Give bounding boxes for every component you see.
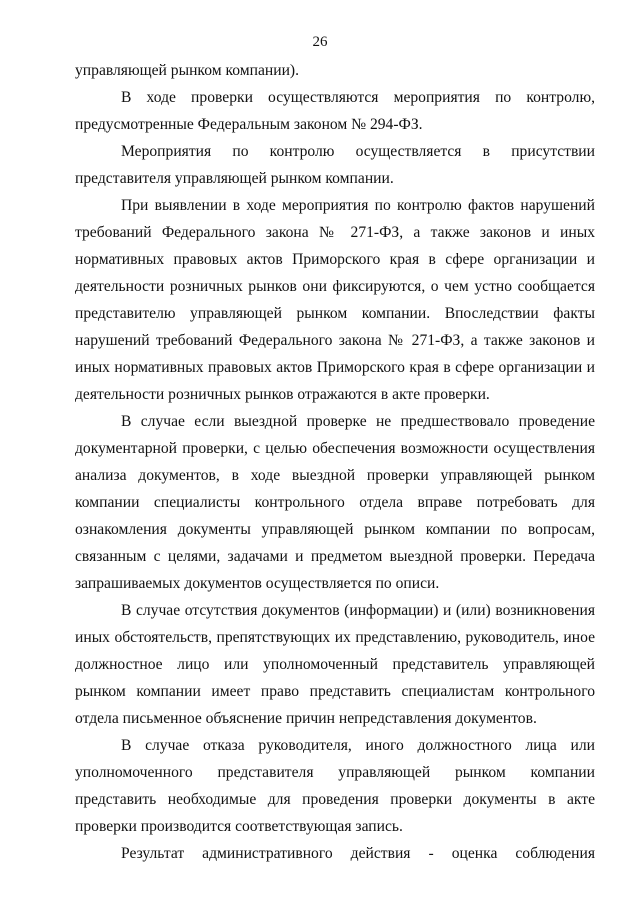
document-body bbox=[75, 57, 595, 867]
paragraph: Результат административного действия - оценка соблюдения bbox=[121, 845, 595, 862]
paragraph: В случае отсутствия документов (информации) и (или) возникновения иных обстоятельств, препятствующих их представлению, руководитель, иное должностное лицо или уполномоченный представитель управляющей рынком компании имеет право представить специалистам контрольного отдела письменное объяснение причин непредставления документов. bbox=[75, 602, 595, 727]
paragraph: управляющей рынком компании). bbox=[75, 62, 300, 79]
paragraph: В случае если выездной проверке не предшествовало проведение документарной проверки, с целью обеспечения возможности осуществления анализа документов, в ходе выездной проверки управляющей рынком компании специалисты контрольного отдела вправе потребовать для ознакомления документы управляющей рынком компании по вопросам, связанным с целями, задачами и предметом выездной проверки. Передача запрашиваемых документов осуществляется по описи. bbox=[75, 413, 595, 592]
page-number: 26 bbox=[312, 34, 328, 50]
paragraph: Мероприятия по контролю осуществляется в присутствии представителя управляющей рынком компании. bbox=[75, 143, 595, 187]
paragraph: В ходе проверки осуществляются мероприятия по контролю, предусмотренные Федеральным законом № 294-ФЗ. bbox=[75, 89, 595, 133]
paragraph: В случае отказа руководителя, иного должностного лица или уполномоченного представителя управляющей рынком компании представить необходимые для проведения проверки документы в акте проверки производится соответствующая запись. bbox=[75, 737, 595, 835]
paragraph: При выявлении в ходе мероприятия по контролю фактов нарушений требований Федерального закона № 271-ФЗ, а также законов и иных нормативных правовых актов Приморского края в сфере организации и деятельности розничных рынков они фиксируются, о чем устно сообщается представителю управляющей рынком компании. Впоследствии факты нарушений требований Федерального закона № 271-ФЗ, а также законов и иных нормативных правовых актов Приморского края в сфере организации и деятельности розничных рынков отражаются в акте проверки. bbox=[75, 197, 595, 403]
